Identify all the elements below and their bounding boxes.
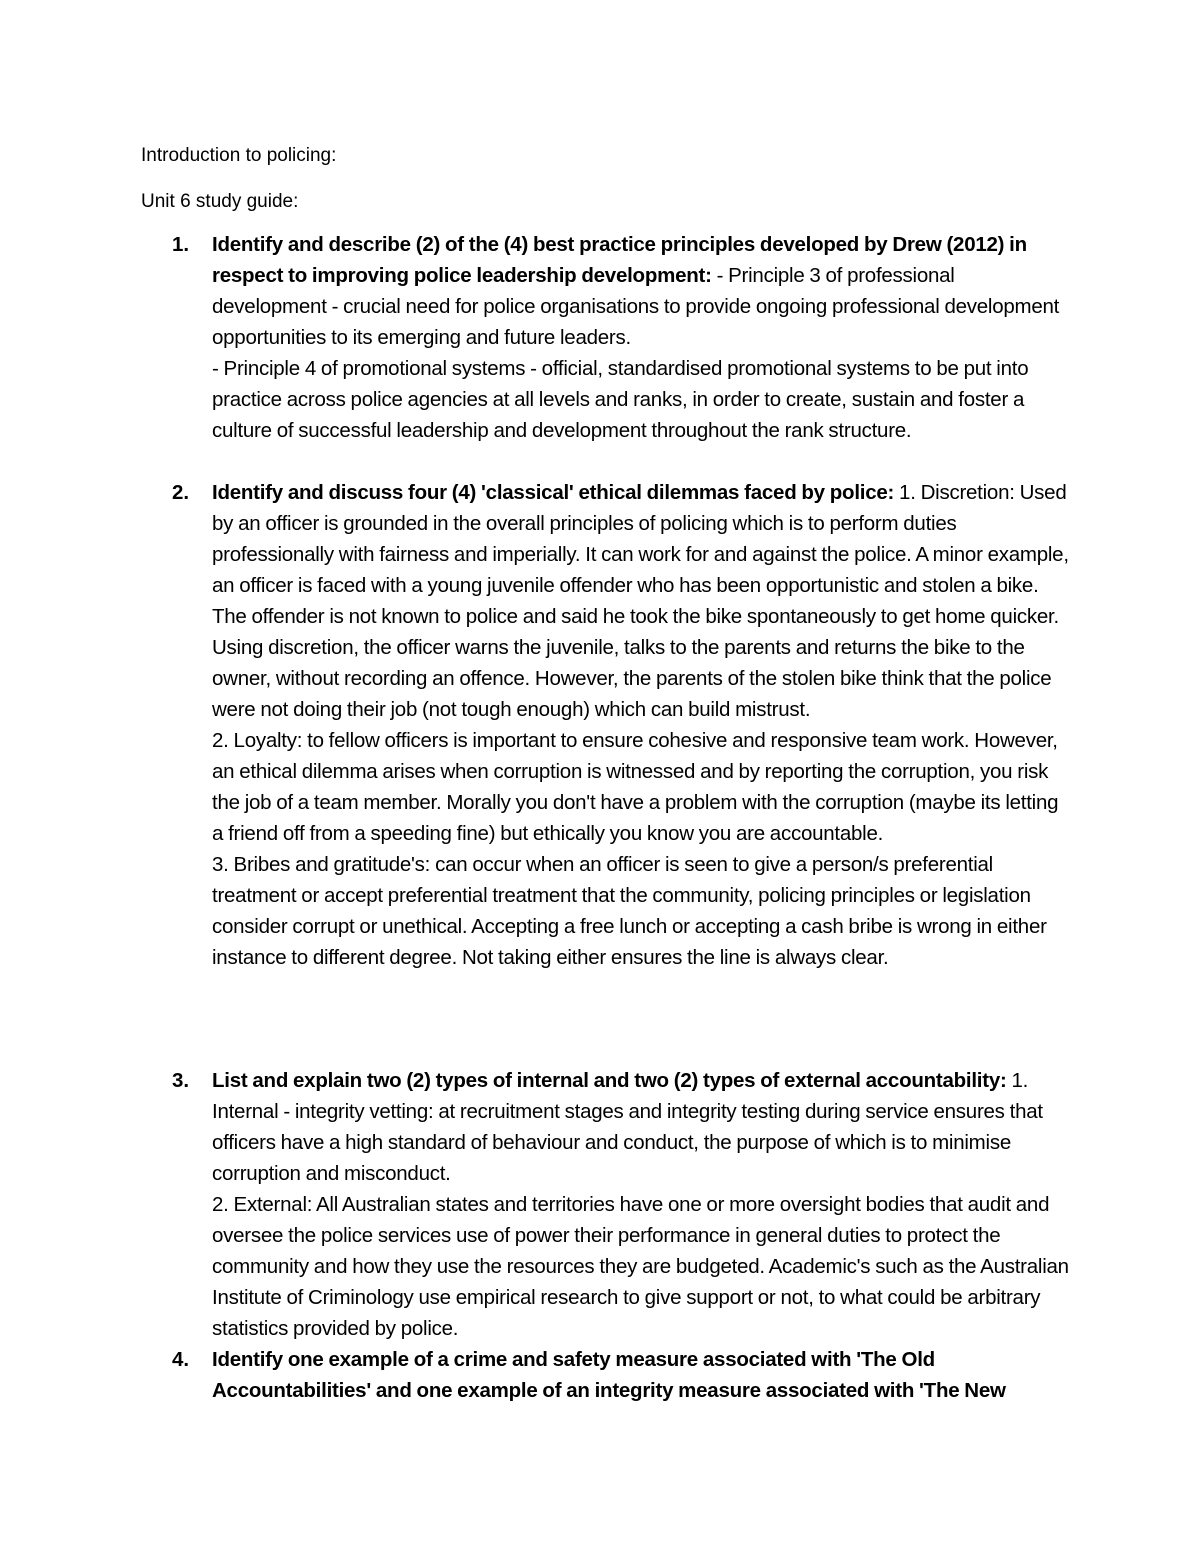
answer-continuation: 2. External: All Australian states and territories have one or more oversight bodies that audit and oversee the police services use of power their performance in general duties to protect the community and how they use the resources they are budgeted. Academic's such as the Australian Institute of Criminology use empirical research to give support or not, to what could be arbitrary statistics provided by police.: [212, 1193, 1069, 1340]
list-item-text: [212, 229, 1072, 353]
question-text: Identify and describe (2) of the (4) best practice principles developed by Drew (2012) in respect to improving police leadership development:: [212, 233, 1027, 287]
list-item-number: 1.: [172, 233, 190, 256]
question-text: Identify one example of a crime and safety measure associated with 'The Old Accountabilities' and one example of an integrity measure associated with 'The New: [212, 1348, 1006, 1402]
list-item: [212, 1344, 1072, 1406]
answer-text: - Principle 3 of professional development - crucial need for police organisations to provide ongoing professional development opportunities to its emerging and future leaders.: [212, 264, 1060, 349]
answer-text: 1. Discretion: Used by an officer is grounded in the overall principles of policing which is to perform duties professionally with fairness and imperially. It can work for and against the police. A minor example, an officer is faced with a young juvenile offender who has been opportunistic and stolen a bike. The offender is not known to police and said he took the bike spontaneously to get home quicker. Using discretion, the officer warns the juvenile, talks to the parents and returns the bike to the owner, without recording an offence. However, the parents of the stolen bike think that the police were not doing their job (not tough enough) which can build mistrust.: [212, 481, 1069, 721]
document-subtitle: Unit 6 study guide:: [141, 191, 299, 212]
document-title: Introduction to policing:: [141, 145, 337, 166]
list-item-number: 3.: [172, 1069, 190, 1092]
list-item: [212, 477, 1072, 973]
list-item: [212, 1065, 1072, 1344]
answer-continuation: 3. Bribes and gratitude's: can occur when an officer is seen to give a person/s preferential treatment or accept preferential treatment that the community, policing principles or legislation consider corrupt or unethical. Accepting a free lunch or accepting a cash bribe is wrong in either instance to different degree. Not taking either ensures the line is always clear.: [212, 853, 1047, 969]
answer-text: 1. Internal - integrity vetting: at recruitment stages and integrity testing during service ensures that officers have a high standard of behaviour and conduct, the purpose of which is to minimise corruption and misconduct.: [212, 1069, 1043, 1185]
list-item-text: [212, 477, 1072, 725]
list-item: [212, 229, 1072, 446]
question-text: List and explain two (2) types of internal and two (2) types of external accountability:: [212, 1069, 1007, 1092]
list-item-text: [212, 1344, 1072, 1406]
list-item-text: [212, 1065, 1072, 1189]
list-item-number: 2.: [172, 481, 190, 504]
question-text: Identify and discuss four (4) 'classical' ethical dilemmas faced by police:: [212, 481, 895, 504]
answer-continuation: - Principle 4 of promotional systems - official, standardised promotional systems to be put into practice across police agencies at all levels and ranks, in order to create, sustain and foster a culture of successful leadership and development throughout the rank structure.: [212, 357, 1029, 442]
answer-continuation: 2. Loyalty: to fellow officers is important to ensure cohesive and responsive team work. However, an ethical dilemma arises when corruption is witnessed and by reporting the corruption, you risk the job of a team member. Morally you don't have a problem with the corruption (maybe its letting a friend off from a speeding fine) but ethically you know you are accountable.: [212, 729, 1059, 845]
list-item-number: 4.: [172, 1348, 190, 1371]
